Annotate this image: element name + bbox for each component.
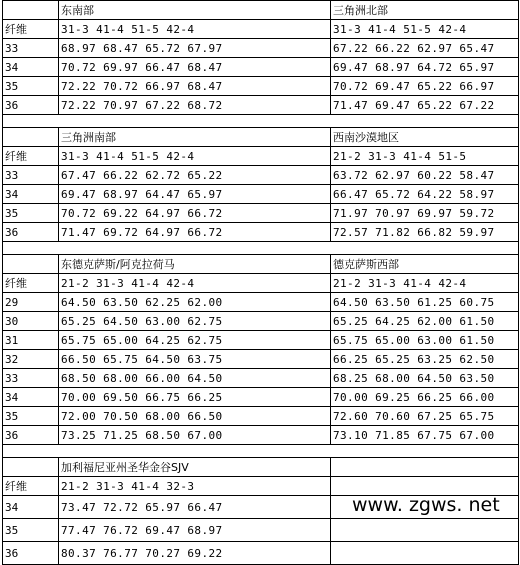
price-cell: 70.72 69.22 64.97 66.72	[59, 204, 331, 223]
price-cell: 73.25 71.25 68.50 67.00	[59, 426, 331, 445]
fiber-cell: 34	[3, 185, 59, 204]
price-cell: 64.50 63.50 61.25 60.75	[331, 293, 519, 312]
table-row	[3, 350, 519, 369]
price-cell: 69.47 68.97 64.47 65.97	[59, 185, 331, 204]
price-cell: 67.47 66.22 62.72 65.22	[59, 166, 331, 185]
price-cell: 70.72 69.47 65.22 66.97	[331, 77, 519, 96]
grade-headers: 21-2 31-3 41-4 32-3	[59, 477, 331, 496]
table-row	[3, 312, 519, 331]
fiber-cell: 33	[3, 369, 59, 388]
price-cell: 72.22 70.97 67.22 68.72	[59, 96, 331, 115]
price-cell: 65.25 64.50 63.00 62.75	[59, 312, 331, 331]
fiber-cell: 34	[3, 58, 59, 77]
fiber-header: 纤维	[3, 274, 59, 293]
section-1-header-row	[3, 20, 519, 39]
table-row	[3, 542, 519, 565]
fiber-cell: 29	[3, 293, 59, 312]
section-title-delta-south: 三角洲南部	[59, 128, 331, 147]
fiber-cell: 35	[3, 519, 59, 542]
fiber-cell: 36	[3, 223, 59, 242]
price-cell: 68.97 68.47 65.72 67.97	[59, 39, 331, 58]
section-4-title-row	[3, 458, 519, 477]
spacer-row	[3, 445, 519, 458]
table-row	[3, 223, 519, 242]
price-cell: 72.60 70.60 67.25 65.75	[331, 407, 519, 426]
section-3-header-row	[3, 274, 519, 293]
price-cell: 68.25 68.00 64.50 63.50	[331, 369, 519, 388]
fiber-cell: 31	[3, 331, 59, 350]
table-row	[3, 426, 519, 445]
price-cell: 66.47 65.72 64.22 58.97	[331, 185, 519, 204]
section-title-east-texas-oklahoma: 东德克萨斯/阿克拉荷马	[59, 255, 331, 274]
price-cell: 71.47 69.47 65.22 67.22	[331, 96, 519, 115]
fiber-cell: 36	[3, 96, 59, 115]
price-cell: 71.47 69.72 64.97 66.72	[59, 223, 331, 242]
grade-headers: 31-3 41-4 51-5 42-4	[59, 147, 331, 166]
price-cell: 68.50 68.00 66.00 64.50	[59, 369, 331, 388]
table-row	[3, 369, 519, 388]
fiber-cell: 35	[3, 77, 59, 96]
table-row	[3, 96, 519, 115]
price-cell: 66.50 65.75 64.50 63.75	[59, 350, 331, 369]
section-4-header-row	[3, 477, 519, 496]
section-title-west-texas: 德克萨斯西部	[331, 255, 519, 274]
price-cell: 73.47 72.72 65.97 66.47	[59, 496, 331, 519]
spacer-row	[3, 242, 519, 255]
fiber-header: 纤维	[3, 20, 59, 39]
table-row	[3, 519, 519, 542]
table-row	[3, 39, 519, 58]
grade-headers: 21-2 31-3 41-4 42-4	[331, 274, 519, 293]
fiber-cell: 30	[3, 312, 59, 331]
table-row	[3, 204, 519, 223]
cotton-price-table	[2, 0, 519, 565]
grade-headers: 21-2 31-3 41-4 42-4	[59, 274, 331, 293]
fiber-header: 纤维	[3, 477, 59, 496]
fiber-header: 纤维	[3, 147, 59, 166]
price-cell: 71.97 70.97 69.97 59.72	[331, 204, 519, 223]
fiber-cell: 33	[3, 39, 59, 58]
fiber-cell: 36	[3, 426, 59, 445]
table-row	[3, 77, 519, 96]
section-title-san-joaquin-valley: 加利福尼亚州圣华金谷SJV	[59, 458, 331, 477]
table-row	[3, 407, 519, 426]
price-cell: 64.50 63.50 62.25 62.00	[59, 293, 331, 312]
section-3-title-row	[3, 255, 519, 274]
price-cell: 70.72 69.97 66.47 68.47	[59, 58, 331, 77]
grade-headers: 31-3 41-4 51-5 42-4	[59, 20, 331, 39]
table-row	[3, 388, 519, 407]
grade-headers: 21-2 31-3 41-4 51-5	[331, 147, 519, 166]
price-cell: 69.47 68.97 64.72 65.97	[331, 58, 519, 77]
section-1-title-row	[3, 1, 519, 20]
section-title-southeast: 东南部	[59, 1, 331, 20]
section-2-header-row	[3, 147, 519, 166]
price-cell: 72.00 70.50 68.00 66.50	[59, 407, 331, 426]
price-cell: 67.22 66.22 62.97 65.47	[331, 39, 519, 58]
spacer-row	[3, 115, 519, 128]
section-title-delta-north: 三角洲北部	[331, 1, 519, 20]
price-cell: 66.25 65.25 63.25 62.50	[331, 350, 519, 369]
fiber-cell: 33	[3, 166, 59, 185]
section-2-title-row	[3, 128, 519, 147]
price-cell: 72.57 71.82 66.82 59.97	[331, 223, 519, 242]
table-row	[3, 166, 519, 185]
fiber-cell: 35	[3, 407, 59, 426]
price-cell: 80.37 76.77 70.27 69.22	[59, 542, 331, 565]
section-title-southwest-desert: 西南沙漠地区	[331, 128, 519, 147]
table-row	[3, 331, 519, 350]
price-cell: 70.00 69.25 66.25 66.00	[331, 388, 519, 407]
price-cell: 65.25 64.25 62.00 61.50	[331, 312, 519, 331]
price-cell: 65.75 65.00 63.00 61.50	[331, 331, 519, 350]
price-cell: 63.72 62.97 60.22 58.47	[331, 166, 519, 185]
fiber-cell: 34	[3, 496, 59, 519]
grade-headers: 31-3 41-4 51-5 42-4	[331, 20, 519, 39]
table-row	[3, 185, 519, 204]
table-row	[3, 293, 519, 312]
price-cell: 65.75 65.00 64.25 62.75	[59, 331, 331, 350]
fiber-cell: 32	[3, 350, 59, 369]
price-cell: 77.47 76.72 69.47 68.97	[59, 519, 331, 542]
fiber-cell: 35	[3, 204, 59, 223]
watermark-text: www. zgws. net	[352, 494, 500, 516]
fiber-cell: 36	[3, 542, 59, 565]
price-cell: 73.10 71.85 67.75 67.00	[331, 426, 519, 445]
price-cell: 70.00 69.50 66.75 66.25	[59, 388, 331, 407]
table-row	[3, 58, 519, 77]
price-cell: 72.22 70.72 66.97 68.47	[59, 77, 331, 96]
fiber-cell: 34	[3, 388, 59, 407]
